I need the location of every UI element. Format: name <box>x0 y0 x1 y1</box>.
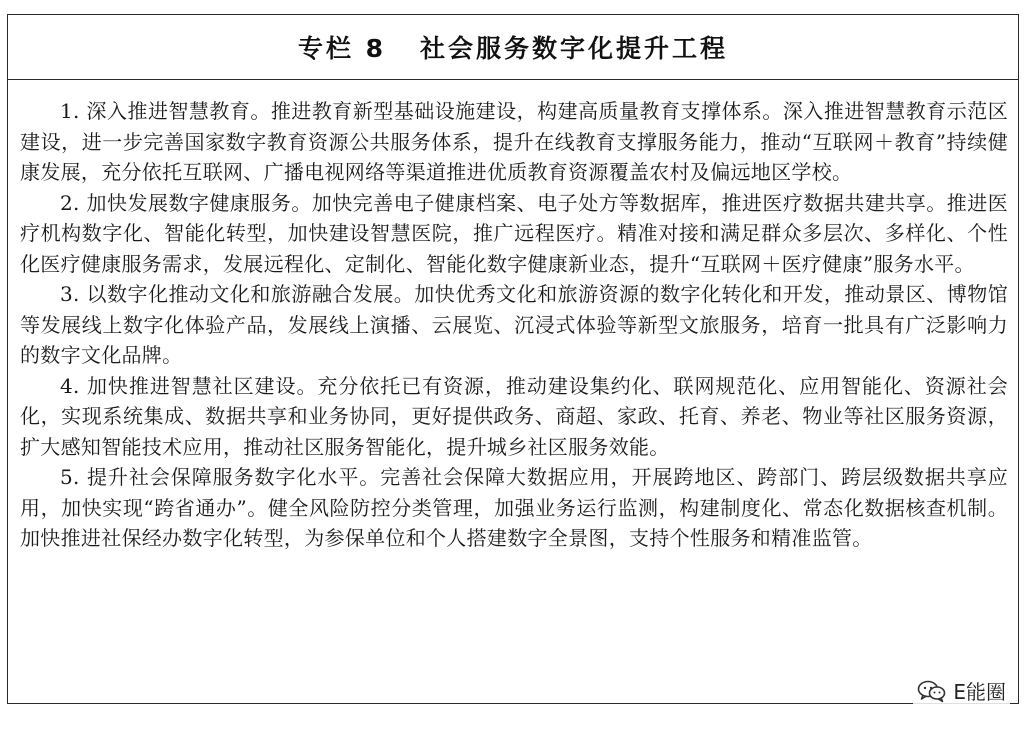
item-2-heading: 2. 加快发展数字健康服务。 <box>60 190 312 215</box>
item-2 <box>20 188 1008 280</box>
watermark-label: E能圈 <box>953 680 1006 704</box>
item-1-text: 推进教育新型基础设施建设，构建高质量教育支撑体系。深入推进智慧教育示范区建设，进一步完善国家数字教育资源公共服务体系，提升在线教育支撑服务能力，推动“互联网＋教育”持续健康发展，充分依托互联网、广播电视网络等渠道推进优质教育资源覆盖农村及偏远地区学校。 <box>20 99 1008 184</box>
item-1-heading: 1. 深入推进智慧教育。 <box>60 99 271 123</box>
item-1 <box>20 96 1008 188</box>
column-number: 专栏 8 <box>297 34 387 63</box>
column-body <box>8 80 1018 554</box>
watermark <box>913 674 1010 707</box>
item-4 <box>20 371 1008 463</box>
item-4-heading: 4. 加快推进智慧社区建设。 <box>60 373 318 398</box>
item-3-text: 加快优秀文化和旅游资源的数字化转化和开发，推动景区、博物馆等发展线上数字化体验产品，发展线上演播、云展览、沉浸式体验等新型文旅服务，培育一批具有广泛影响力的数字文化品牌。 <box>20 282 1009 367</box>
item-5-text: 完善社会保障大数据应用，开展跨地区、跨部门、跨层级数据共享应用，加快实现“跨省通办”。健全风险防控分类管理，加强业务运行监测，构建制度化、常态化数据核查机制。加快推进社保经办数字化转型，为参保单位和个人搭建数字全景图，支持个性服务和精准监管。 <box>20 465 1009 550</box>
item-5 <box>20 462 1008 554</box>
item-2-text: 加快完善电子健康档案、电子处方等数据库，推进医疗数据共建共享。推进医疗机构数字化、智能化转型，加快建设智慧医院，推广远程医疗。精准对接和满足群众多层次、多样化、个性化医疗健康服务需求，发展远程化、定制化、智能化数字健康新业态，提升“互联网＋医疗健康”服务水平。 <box>20 190 1009 276</box>
item-5-heading: 5. 提升社会保障服务数字化水平。 <box>60 465 381 489</box>
item-3 <box>20 279 1008 371</box>
item-4-text: 充分依托已有资源，推动建设集约化、联网规范化、应用智能化、资源社会化，实现系统集成、数据共享和业务协同，更好提供政务、商超、家政、托育、养老、物业等社区服务资源，扩大感知智能技术应用，推动社区服务智能化，提升城乡社区服务效能。 <box>20 373 1008 459</box>
column-title: 社会服务数字化提升工程 <box>420 34 729 63</box>
column-header <box>8 15 1018 80</box>
item-3-heading: 3. 以数字化推动文化和旅游融合发展。 <box>60 282 415 306</box>
column-box <box>7 14 1019 704</box>
wechat-icon <box>917 679 947 703</box>
